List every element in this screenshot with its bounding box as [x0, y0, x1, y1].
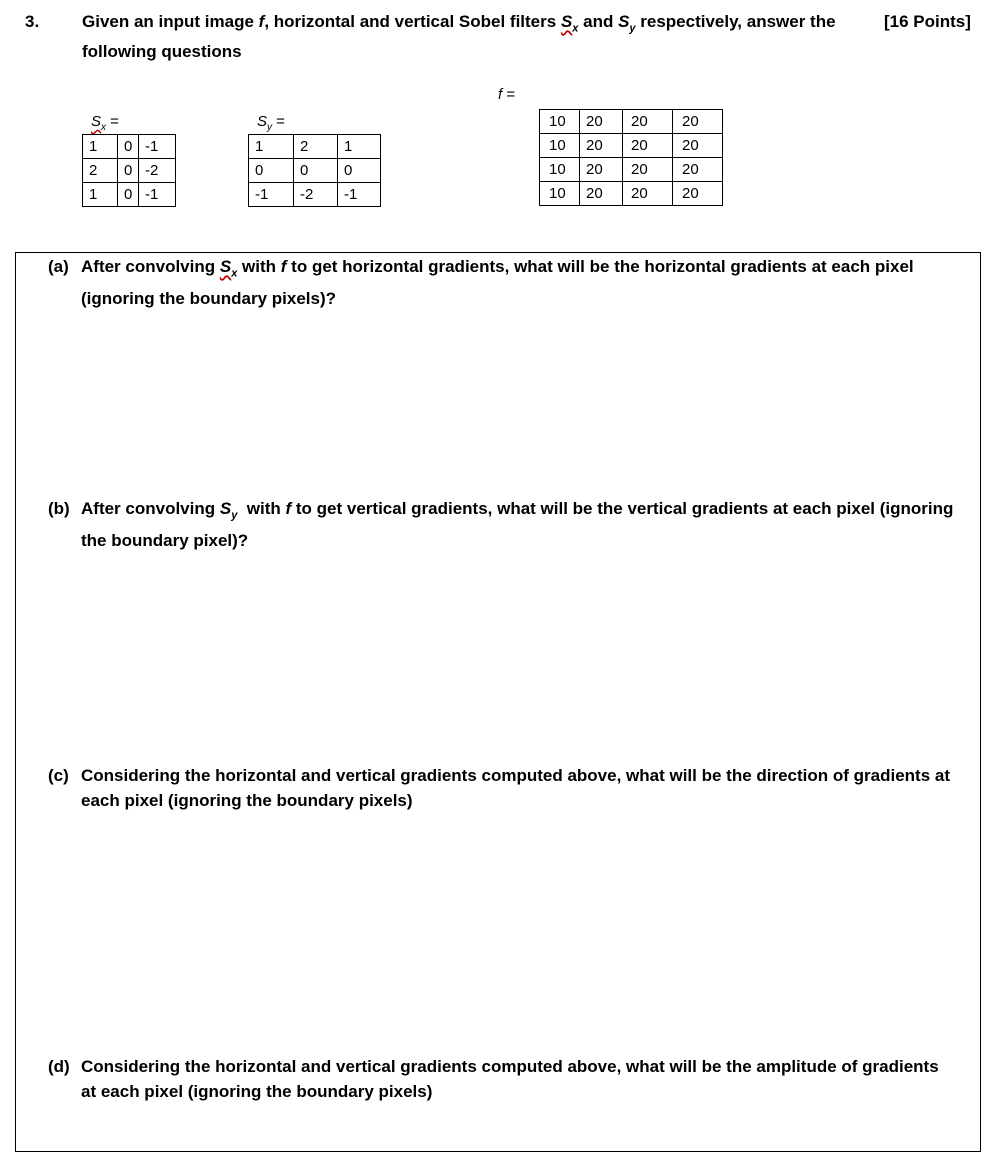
- f-symbol: f: [258, 12, 265, 31]
- matrix-cell: -2: [139, 159, 176, 183]
- part-d: (d) Considering the horizontal and vertical gradients computed above, what will be the amplitude of gradients at each pixel (ignoring the boundary pixels): [48, 1054, 978, 1104]
- matrix-cell: 0: [338, 159, 381, 183]
- part-a-continuation: (ignoring the boundary pixels)?: [81, 289, 336, 309]
- matrix-cell: 20: [580, 134, 623, 158]
- part-c-label: (c): [48, 766, 69, 785]
- matrix-cell: 2: [294, 135, 338, 159]
- matrix-cell: 0: [249, 159, 294, 183]
- question-text-part: and: [578, 12, 619, 31]
- matrix-cell: 10: [540, 182, 580, 206]
- question-text-line2: following questions: [82, 42, 242, 62]
- matrix-cell: 20: [623, 134, 673, 158]
- matrix-cell: 20: [673, 110, 723, 134]
- f-symbol: f: [285, 499, 292, 518]
- matrix-cell: 0: [118, 135, 139, 159]
- points-label: [16 Points]: [884, 12, 971, 31]
- part-b-continuation: the boundary pixel)?: [81, 531, 249, 551]
- part-a: (a) After convolving $S_x$ with f to get horizontal gradients, what will be the horizontal gradients at each pixel (ignoring the boundary pixels)?: [48, 254, 978, 311]
- f-symbol: f: [280, 257, 287, 276]
- sy-symbol: $S_y$: [219, 499, 238, 522]
- matrix-cell: 20: [623, 158, 673, 182]
- f-matrix-label: f =: [498, 86, 516, 103]
- question-text-part: respectively, answer the: [635, 12, 836, 31]
- part-d-continuation: at each pixel (ignoring the boundary pixels): [81, 1082, 433, 1101]
- matrix-cell: -1: [249, 183, 294, 207]
- matrix-cell: 0: [294, 159, 338, 183]
- matrix-cell: 20: [623, 182, 673, 206]
- matrix-cell: 20: [673, 134, 723, 158]
- question-text-part: Given an input image: [82, 12, 259, 31]
- matrix-cell: -1: [338, 183, 381, 207]
- matrix-cell: 0: [118, 183, 139, 207]
- matrix-cell: -2: [294, 183, 338, 207]
- question-text-part: , horizontal and vertical Sobel filters: [264, 12, 561, 31]
- matrix-cell: 1: [83, 183, 118, 207]
- part-a-label: (a): [48, 257, 69, 276]
- matrix-cell: 0: [118, 159, 139, 183]
- matrix-cell: 20: [580, 110, 623, 134]
- matrix-cell: 1: [338, 135, 381, 159]
- sx-matrix: [82, 134, 176, 207]
- matrix-cell: 20: [580, 158, 623, 182]
- sy-matrix: [248, 134, 381, 207]
- question-number: 3.: [25, 12, 40, 31]
- matrix-cell: 1: [83, 135, 118, 159]
- part-b: (b) After convolving $S_y$ with f to get vertical gradients, what will be the vertical gradients at each pixel (ignoring the boundary pixel)?: [48, 496, 978, 553]
- part-b-label: (b): [48, 499, 70, 518]
- matrix-cell: 20: [623, 110, 673, 134]
- matrix-cell: 10: [540, 110, 580, 134]
- sy-matrix-label: $S_y$ =: [257, 113, 285, 133]
- f-matrix: [539, 109, 723, 206]
- matrix-cell: 10: [540, 134, 580, 158]
- matrix-cell: -1: [139, 135, 176, 159]
- answer-box: [15, 252, 981, 1152]
- sx-symbol: $S_x$: [560, 12, 579, 35]
- question-text: [82, 10, 862, 64]
- matrix-cell: -1: [139, 183, 176, 207]
- part-d-label: (d): [48, 1057, 70, 1076]
- matrix-cell: 20: [580, 182, 623, 206]
- part-c-continuation: each pixel (ignoring the boundary pixels): [81, 791, 413, 810]
- sy-symbol: $S_y$: [618, 12, 636, 35]
- matrix-cell: 20: [673, 158, 723, 182]
- sx-matrix-label: $S_x$ =: [91, 113, 119, 133]
- matrix-cell: 20: [673, 182, 723, 206]
- matrix-cell: 10: [540, 158, 580, 182]
- sx-symbol: $S_x$: [219, 257, 238, 280]
- matrix-cell: 2: [83, 159, 118, 183]
- part-c: (c) Considering the horizontal and vertical gradients computed above, what will be the direction of gradients at each pixel (ignoring the boundary pixels): [48, 763, 978, 813]
- matrix-cell: 1: [249, 135, 294, 159]
